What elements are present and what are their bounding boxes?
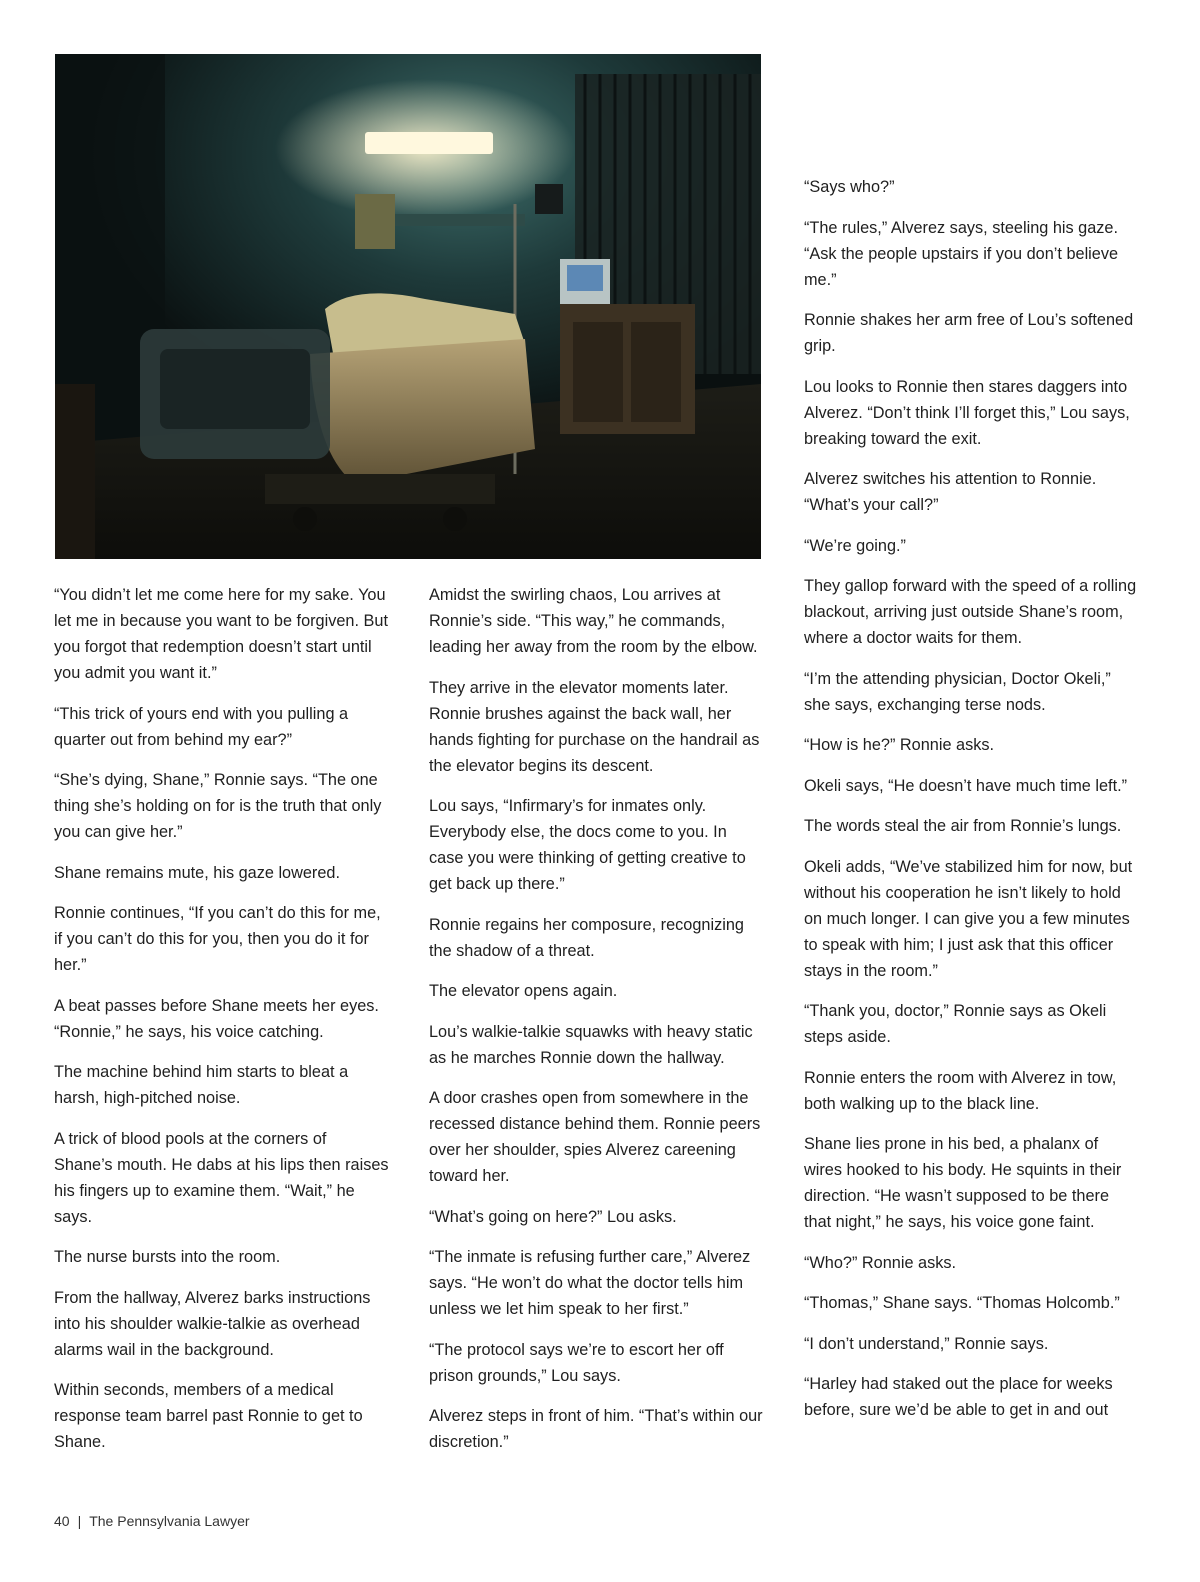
paragraph: Ronnie continues, “If you can’t do this for me, if you can’t do this for you, then you do it for her.” [54, 904, 381, 974]
paragraph: The elevator opens again. [429, 982, 618, 1000]
paragraph: “How is he?” Ronnie asks. [804, 736, 995, 754]
article-column-2 [429, 582, 764, 1470]
paragraph: From the hallway, Alverez barks instructions into his shoulder walkie-talkie as overhead alarms wail in the background. [54, 1288, 371, 1359]
paragraph: “Thank you, doctor,” Ronnie says as Okeli steps aside. [804, 1002, 1107, 1046]
paragraph: The nurse bursts into the room. [54, 1248, 281, 1266]
paragraph: “Says who?” [804, 178, 895, 196]
hospital-room-photo [55, 54, 761, 559]
paragraph: “Thomas,” Shane says. “Thomas Holcomb.” [804, 1294, 1120, 1312]
footer-separator: | [77, 1513, 82, 1529]
paragraph: Ronnie regains her composure, recognizing the shadow of a threat. [429, 915, 744, 960]
page-footer [54, 1512, 250, 1530]
paragraph: Shane lies prone in his bed, a phalanx of wires hooked to his body. He squints in their direction. “He wasn’t supposed to be there that night,” he says, his voice gone faint. [804, 1135, 1122, 1231]
paragraph: A trick of blood pools at the corners of Shane’s mouth. He dabs at his lips then raises his fingers up to examine them. “Wait,” he says. [54, 1129, 389, 1226]
paragraph: A beat passes before Shane meets her eyes. “Ronnie,” he says, his voice catching. [54, 996, 379, 1041]
paragraph: “I don’t understand,” Ronnie says. [804, 1334, 1049, 1353]
paragraph: “The protocol says we’re to escort her off prison grounds,” Lou says. [429, 1340, 724, 1385]
paragraph: A door crashes open from somewhere in the recessed distance behind them. Ronnie peers over her shoulder, spies Alverez careening toward her. [429, 1089, 761, 1185]
publication-name: The Pennsylvania Lawyer [89, 1513, 250, 1529]
article-column-1 [54, 582, 389, 1470]
paragraph: “The rules,” Alverez says, steeling his gaze. “Ask the people upstairs if you don’t believe me.” [804, 218, 1119, 289]
paragraph: Ronnie shakes her arm free of Lou’s softened grip. [804, 311, 1134, 355]
page-number: 40 [54, 1513, 70, 1529]
paragraph: Lou’s walkie-talkie squawks with heavy static as he marches Ronnie down the hallway. [429, 1022, 753, 1067]
paragraph: Okeli adds, “We’ve stabilized him for now, but without his cooperation he isn’t likely to hold on much longer. I can give you a few minutes to speak with him; I just ask that this officer stays in the room.” [804, 857, 1133, 980]
paragraph: Shane remains mute, his gaze lowered. [54, 863, 340, 882]
paragraph: Okeli says, “He doesn’t have much time left.” [804, 776, 1128, 795]
paragraph: “The inmate is refusing further care,” Alverez says. “He won’t do what the doctor tells him unless we let him speak to her first.” [429, 1248, 751, 1318]
paragraph: “She’s dying, Shane,” Ronnie says. “The one thing she’s holding on for is the truth that only you can give her.” [54, 771, 382, 841]
paragraph: They arrive in the elevator moments later. Ronnie brushes against the back wall, her hands fighting for purchase on the handrail as the elevator begins its descent. [429, 678, 760, 775]
paragraph: “Harley had staked out the place for weeks before, sure we’d be able to get in and out [804, 1375, 1113, 1419]
article-column-3 [804, 174, 1139, 1438]
paragraph: Alverez switches his attention to Ronnie. “What’s your call?” [804, 470, 1097, 514]
paragraph: Lou says, “Infirmary’s for inmates only. Everybody else, the docs come to you. In case you were thinking of getting creative to get back up there.” [429, 797, 746, 893]
paragraph: Ronnie enters the room with Alverez in tow, both walking up to the black line. [804, 1068, 1117, 1113]
paragraph: “Who?” Ronnie asks. [804, 1253, 957, 1272]
paragraph: The words steal the air from Ronnie’s lungs. [804, 817, 1122, 835]
paragraph: “What’s going on here?” Lou asks. [429, 1207, 677, 1226]
paragraph: Alverez steps in front of him. “That’s within our discretion.” [429, 1407, 763, 1451]
paragraph: “You didn’t let me come here for my sake. You let me in because you want to be forgiven. But you forgot that redemption doesn’t start until you admit you want it.” [54, 586, 388, 682]
paragraph: The machine behind him starts to bleat a harsh, high-pitched noise. [54, 1063, 349, 1107]
paragraph: Within seconds, members of a medical response team barrel past Ronnie to get to Shane. [54, 1381, 363, 1451]
paragraph: “We’re going.” [804, 536, 906, 555]
paragraph: “This trick of yours end with you pulling a quarter out from behind my ear?” [54, 704, 349, 749]
paragraph: Lou looks to Ronnie then stares daggers into Alverez. “Don’t think I’ll forget this,” Lou says, breaking toward the exit. [804, 377, 1130, 448]
paragraph: They gallop forward with the speed of a rolling blackout, arriving just outside Shane’s room, where a doctor waits for them. [804, 577, 1137, 647]
paragraph: “I’m the attending physician, Doctor Okeli,” she says, exchanging terse nods. [804, 669, 1111, 714]
paragraph: Amidst the swirling chaos, Lou arrives at Ronnie’s side. “This way,” he commands, leading her away from the room by the elbow. [429, 586, 758, 656]
